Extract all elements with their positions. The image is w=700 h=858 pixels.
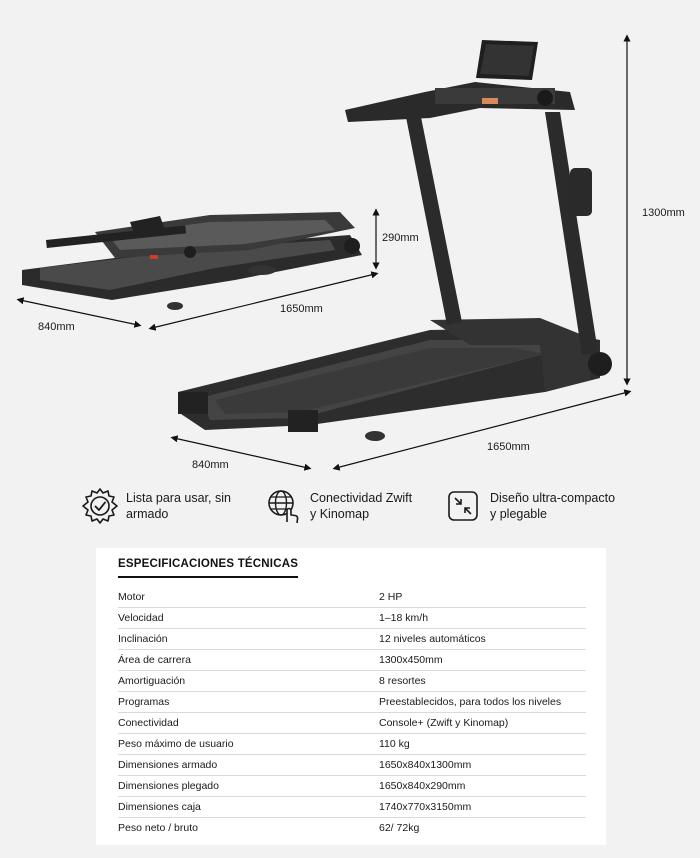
spec-value: Preestablecidos, para todos los niveles [379,696,562,708]
spec-value: 62/ 72kg [379,822,420,834]
folded-width-label: 840mm [38,321,75,333]
spec-row [118,755,586,776]
feature-ready-to-use [80,486,231,526]
spec-key: Amortiguación [118,675,186,687]
spec-row [118,608,586,629]
feature-ready-line1: Lista para usar, sin [126,491,231,505]
feature-compact [444,486,615,526]
feature-compact-text [490,486,615,522]
spec-key: Dimensiones plegado [118,780,219,792]
spec-key: Inclinación [118,633,168,645]
spec-row [118,629,586,650]
spec-key: Dimensiones caja [118,801,201,813]
spec-value: 2 HP [379,591,403,603]
globe-touch-icon [264,486,304,526]
feature-list [0,486,700,530]
spec-value: Console+ (Zwift y Kinomap) [379,717,509,729]
feature-connectivity-line2: y Kinomap [310,507,370,521]
spec-row [118,734,586,755]
open-height-label: 1300mm [642,207,685,219]
spec-key: Programas [118,696,170,708]
feature-connectivity-text [310,486,412,522]
spec-title: ESPECIFICACIONES TÉCNICAS [118,558,298,578]
spec-table [118,587,586,838]
spec-key: Peso máximo de usuario [118,738,234,750]
spec-key: Conectividad [118,717,179,729]
spec-row [118,692,586,713]
feature-compact-line2: y plegable [490,507,547,521]
spec-value: 1300x450mm [379,654,443,666]
spec-row [118,650,586,671]
folded-length-label: 1650mm [280,303,323,315]
spec-value: 1–18 km/h [379,612,429,624]
feature-ready-line2: armado [126,507,169,521]
spec-row [118,587,586,608]
spec-panel [96,548,606,845]
feature-connectivity [264,486,412,526]
feature-connectivity-line1: Conectividad Zwift [310,491,413,505]
spec-value: 1650x840x1300mm [379,759,472,771]
compress-arrows-icon [444,486,484,526]
spec-row [118,818,586,838]
spec-key: Velocidad [118,612,164,624]
feature-compact-line1: Diseño ultra-compacto [490,491,616,505]
gear-check-icon [80,486,120,526]
spec-row [118,797,586,818]
feature-ready-text [126,486,231,522]
spec-key: Peso neto / bruto [118,822,198,834]
spec-row [118,713,586,734]
spec-value: 1650x840x290mm [379,780,466,792]
spec-key: Dimensiones armado [118,759,218,771]
spec-value: 110 kg [379,738,410,750]
spec-key: Motor [118,591,145,603]
spec-row [118,671,586,692]
spec-value: 12 niveles automáticos [379,633,486,645]
folded-treadmill-image [22,212,362,310]
spec-key: Área de carrera [118,654,191,666]
spec-value: 8 resortes [379,675,426,687]
folded-height-label: 290mm [382,232,419,244]
open-width-label: 840mm [192,459,229,471]
spec-row [118,776,586,797]
spec-value: 1740x770x3150mm [379,801,472,813]
open-length-label: 1650mm [487,441,530,453]
